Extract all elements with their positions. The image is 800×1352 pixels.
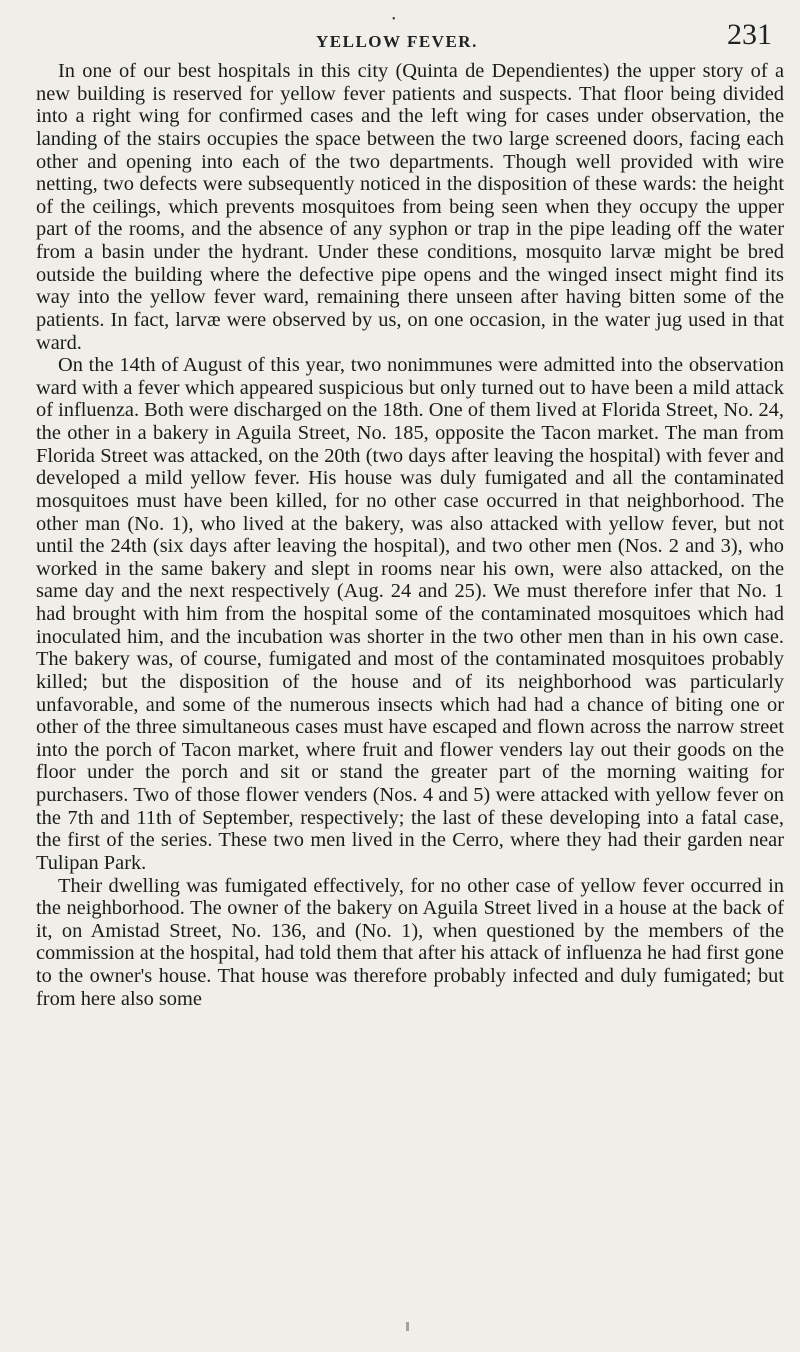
- print-artifact: [406, 1322, 409, 1331]
- paragraph-hospital-wards: In one of our best hospitals in this city (Quinta de Dependientes) the upper story of a new building is reserved for yellow fever patients and suspects. That floor being divided into a right wing for confirmed cases and the left wing for cases under observation, the landing of the stairs occupies the space between the two large screened doors, facing each other and opening into each of the two departments. Though well provided with wire netting, two defects were subsequently noticed in the disposition of these wards: the height of the ceilings, which prevents mosquitoes from being seen when they occupy the upper part of the rooms, and the absence of any syphon or trap in the pipe leading off the water from a basin under the hydrant. Under these conditions, mosquito larvæ might be bred outside the building where the defective pipe opens and the winged insect might find its way into the yellow fever ward, remaining there unseen after having bitten some of the patients. In fact, larvæ were observed by us, on one occasion, in the water jug used in that ward.: [36, 60, 784, 354]
- paragraph-fumigation: Their dwelling was fumigated effectively, for no other case of yellow fever occurred in the neighborhood. The owner of the bakery on Aguila Street lived in a house at the back of it, on Amistad Street, No. 136, and (No. 1), when questioned by the members of the commission at the hospital, had told them that after his attack of influenza he had first gone to the owner's house. That house was therefore probably infected and duly fumigated; but from here also some: [36, 874, 784, 1010]
- paragraph-bakery-cases: On the 14th of August of this year, two nonimmunes were admitted into the observation ward with a fever which appeared suspicious but only turned out to have been a mild attack of influenza. Both were discharged on the 18th. One of them lived at Florida Street, No. 24, the other in a bakery in Aguila Street, No. 185, opposite the Tacon market. The man from Florida Street was attacked, on the 20th (two days after leaving the hospital) with fever and developed a mild yellow fever. His house was duly fumigated and all the contaminated mosquitoes must have been killed, for no other case occurred in that neighborhood. The other man (No. 1), who lived at the bakery, was also attacked with yellow fever, but not until the 24th (six days after leaving the hospital), and two other men (Nos. 2 and 3), who worked in the same bakery and slept in rooms near his own, were also attacked, on the same day and the next respectively (Aug. 24 and 25). We must therefore infer that No. 1 had brought with him from the hospital some of the contaminated mosquitoes which had inoculated him, and the incubation was shorter in the two other men than in his own case. The bakery was, of course, fumigated and most of the contaminated mosquitoes probably killed; but the disposition of the house and of its neighborhood was particularly unfavorable, and some of the numerous insects which had had a chance of biting one or other of the three simultaneous cases must have escaped and flown across the narrow street into the porch of Tacon market, where fruit and flower venders lay out their goods on the floor under the porch and sit or stand the greater part of the morning waiting for purchasers. Two of those flower venders (Nos. 4 and 5) were attacked with yellow fever on the 7th and 11th of September, respectively; the last of these developing into a fatal case, the first of the series. These two men lived in the Cerro, where they had their garden near Tulipan Park.: [36, 354, 784, 874]
- running-head: [0, 14, 800, 54]
- body-text: [36, 60, 784, 1010]
- running-title: YELLOW FEVER.: [316, 32, 478, 51]
- printer-mark: •: [392, 14, 396, 25]
- page-number: 231: [727, 18, 772, 51]
